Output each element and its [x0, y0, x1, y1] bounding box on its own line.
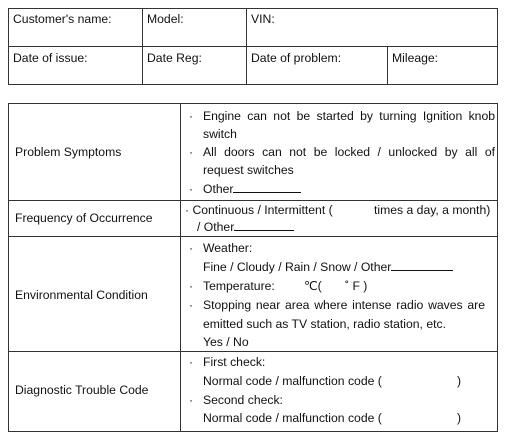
header-row-divider	[8, 46, 498, 47]
detail-col-divider	[180, 103, 181, 432]
second-check-options: Normal code / malfunction code (	[203, 411, 382, 425]
frequency-line-1a: · Continuous / Intermittent (	[185, 203, 333, 217]
frequency-other-label: / Other	[197, 220, 235, 234]
symptom-other-label: Other	[203, 182, 234, 196]
radio-waves-line-1: Stopping near area where intense radio waves are	[203, 298, 485, 312]
detail-row-divider-3	[8, 351, 498, 352]
symptom-2-line-2: request switches	[203, 163, 294, 177]
frequency-label: Frequency of Occurrence	[15, 211, 153, 225]
problem-symptoms-label: Problem Symptoms	[15, 145, 122, 159]
temperature-fahrenheit: ˚ F )	[345, 279, 368, 293]
frequency-other-blank	[234, 220, 294, 231]
radio-waves-yes-no: Yes / No	[203, 335, 249, 349]
symptom-bullet-3: ·	[189, 182, 194, 196]
weather-other-blank	[391, 260, 453, 271]
dtc-bullet-2: ·	[189, 393, 194, 407]
radio-waves-line-2: emitted such as TV station, radio station, etc.	[203, 317, 446, 331]
customer-name-label: Customer's name:	[13, 12, 112, 26]
temperature-label: Temperature:	[203, 279, 275, 293]
second-check-close: )	[457, 411, 462, 425]
first-check-close: )	[457, 374, 462, 388]
header-col-divider-2	[246, 8, 247, 85]
header-col-divider-1	[142, 8, 143, 85]
symptom-other	[203, 182, 301, 196]
mileage-label: Mileage:	[392, 51, 439, 65]
symptom-bullet-1: ·	[189, 109, 194, 123]
environment-label: Environmental Condition	[15, 288, 148, 302]
detail-row-divider-2	[8, 236, 498, 237]
detail-row-divider-1	[8, 200, 498, 201]
second-check-label: Second check:	[203, 393, 283, 407]
symptom-other-blank	[233, 182, 301, 193]
date-of-problem-label: Date of problem:	[251, 51, 342, 65]
date-reg-label: Date Reg:	[147, 51, 202, 65]
frequency-line-2	[197, 220, 294, 234]
symptom-bullet-2: ·	[189, 145, 194, 159]
symptom-2-line-1: All doors can not be locked / unlocked by all of	[203, 145, 495, 159]
frequency-line-1b: times a day, a month)	[374, 203, 491, 217]
first-check-label: First check:	[203, 355, 266, 369]
header-col-divider-3	[387, 46, 388, 85]
symptom-1-line-2: switch	[203, 127, 237, 141]
env-bullet-1: ·	[189, 241, 194, 255]
weather-label: Weather:	[203, 241, 253, 255]
date-of-issue-label: Date of issue:	[13, 51, 88, 65]
temperature-celsius: ℃(	[304, 279, 322, 293]
symptom-1-line-1: Engine can not be started by turning Ignition knob	[203, 109, 495, 123]
env-bullet-2: ·	[189, 279, 194, 293]
weather-options-text: Fine / Cloudy / Rain / Snow / Other	[203, 260, 392, 274]
weather-options	[203, 260, 453, 274]
dtc-label: Diagnostic Trouble Code	[15, 383, 149, 397]
dtc-bullet-1: ·	[189, 355, 194, 369]
env-bullet-3: ·	[189, 298, 194, 312]
vin-label: VIN:	[251, 12, 275, 26]
first-check-options: Normal code / malfunction code (	[203, 374, 382, 388]
model-label: Model:	[147, 12, 184, 26]
